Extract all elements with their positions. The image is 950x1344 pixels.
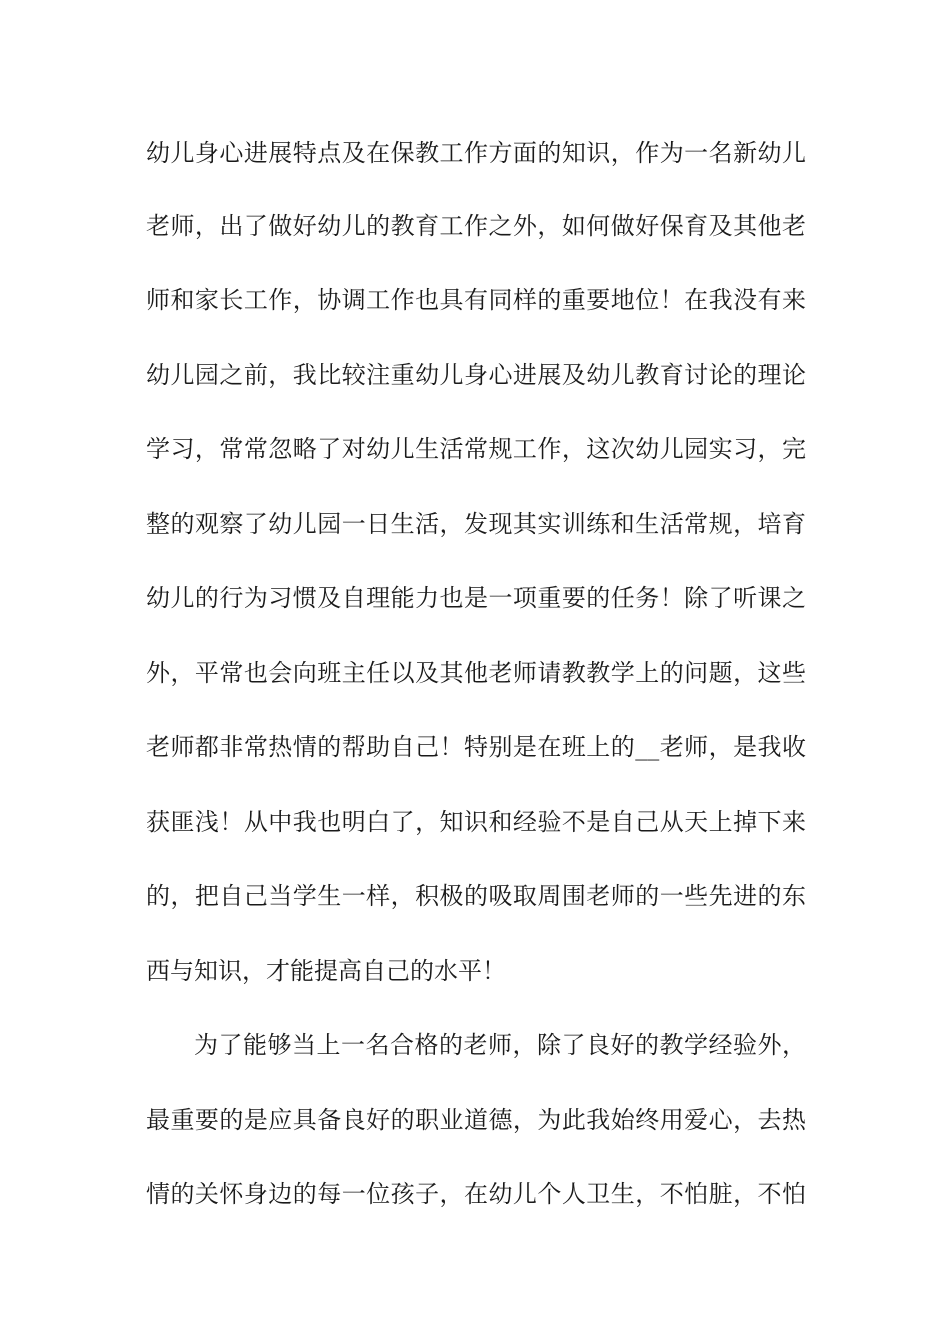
text-line: 幼儿园之前，我比较注重幼儿身心进展及幼儿教育讨论的理论 (146, 361, 806, 389)
text-line: 情的关怀身边的每一位孩子，在幼儿个人卫生，不怕脏，不怕 (146, 1180, 806, 1208)
text-line: 西与知识，才能提高自己的水平！ (146, 957, 506, 985)
text-line: 学习，常常忽略了对幼儿生活常规工作，这次幼儿园实习，完 (146, 435, 806, 463)
text-line: 整的观察了幼儿园一日生活，发现其实训练和生活常规，培育 (146, 510, 806, 538)
text-line: 外，平常也会向班主任以及其他老师请教教学上的问题，这些 (146, 659, 806, 687)
text-line: 师和家长工作，协调工作也具有同样的重要地位！在我没有来 (146, 286, 806, 314)
text-line: 老师，出了做好幼儿的教育工作之外，如何做好保育及其他老 (146, 212, 806, 240)
text-line: 获匪浅！从中我也明白了，知识和经验不是自己从天上掉下来 (146, 808, 806, 836)
text-line: 老师都非常热情的帮助自己！特别是在班上的__老师，是我收 (146, 733, 806, 761)
text-line: 为了能够当上一名合格的老师，除了良好的教学经验外， (194, 1031, 806, 1059)
text-line: 幼儿身心进展特点及在保教工作方面的知识，作为一名新幼儿 (146, 139, 806, 167)
text-line: 幼儿的行为习惯及自理能力也是一项重要的任务！除了听课之 (146, 584, 806, 612)
text-line: 最重要的是应具备良好的职业道德，为此我始终用爱心，去热 (146, 1106, 806, 1134)
text-line: 的，把自己当学生一样，积极的吸取周围老师的一些先进的东 (146, 882, 806, 910)
